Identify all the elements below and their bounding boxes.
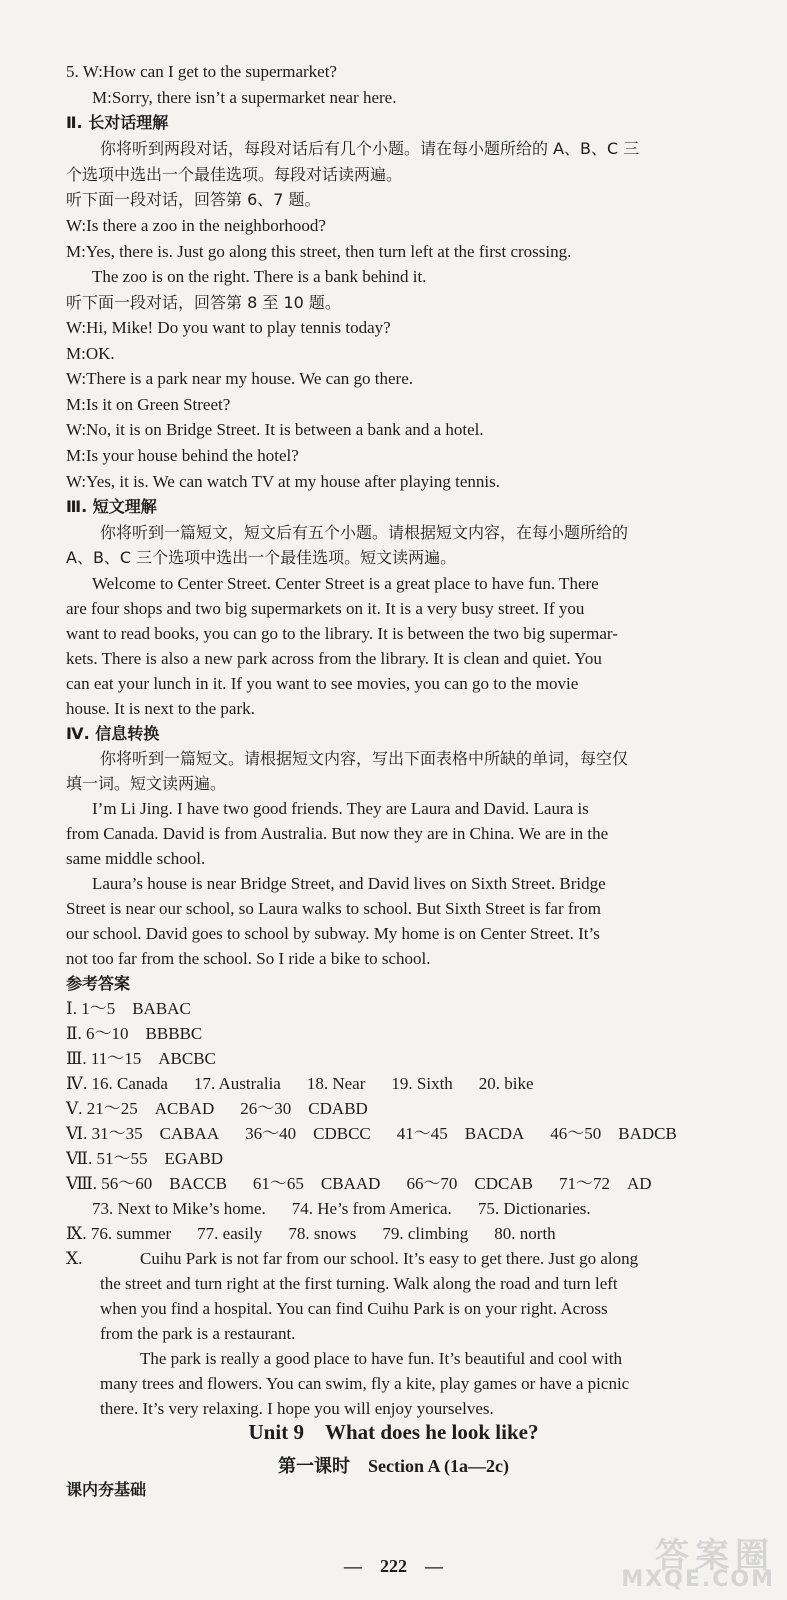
section-title: 第一课时 Section A (1a—2c) (278, 1456, 509, 1476)
answer-item: 18. Near (306, 1074, 366, 1093)
answer-item: Ⅰ. 1～5 BABAC (66, 999, 191, 1018)
passage-line: house. It is next to the park. (66, 699, 255, 718)
answer-item: 80. north (494, 1224, 556, 1243)
answer-item: Ⅵ. 31～35 CABAA (66, 1124, 220, 1143)
part2-heading: Ⅱ. 长对话理解 (66, 113, 169, 132)
passage-line: can eat your lunch in it. If you want to see movies, you can go to the movie (66, 674, 579, 693)
answer-item: Ⅱ. 6～10 BBBBC (66, 1024, 203, 1043)
dialogue2-line: W:Hi, Mike! Do you want to play tennis today? (66, 318, 391, 337)
answer-row (66, 1074, 560, 1094)
dialogue1-intro: 听下面一段对话，回答第 6、7 题。 (66, 190, 321, 209)
dialogue2-intro: 听下面一段对话，回答第 8 至 10 题。 (66, 293, 341, 312)
passage-line: want to read books, you can go to the library. It is between the two big supermar- (66, 624, 618, 643)
part2-instruction-2: 个选项中选出一个最佳选项。每段对话读两遍。 (66, 165, 403, 184)
q5-line-w: 5. W:How can I get to the supermarket? (66, 62, 337, 81)
passage-line: not too far from the school. So I ride a bike to school. (66, 949, 431, 968)
passage-line: kets. There is also a new park across from the library. It is clean and quiet. You (66, 649, 602, 668)
essay-line: Cuihu Park is not far from our school. It’s easy to get there. Just go along (140, 1249, 639, 1268)
answer-item: Ⅳ. 16. Canada (66, 1074, 168, 1093)
basics-heading: 课内夯基础 (66, 1480, 147, 1499)
essay-line: there. It’s very relaxing. I hope you will enjoy yourselves. (100, 1399, 494, 1418)
part4-heading: Ⅳ. 信息转换 (66, 724, 160, 743)
essay-line: many trees and flowers. You can swim, fly a kite, play games or have a picnic (100, 1374, 630, 1393)
answer-row (66, 1124, 703, 1144)
answer-item: 79. climbing (382, 1224, 469, 1243)
dialogue1-line: The zoo is on the right. There is a bank behind it. (92, 267, 427, 286)
unit-title: Unit 9 What does he look like? (248, 1420, 539, 1444)
essay-line: when you find a hospital. You can find Cuihu Park is on your right. Across (100, 1299, 608, 1318)
passage-line: Welcome to Center Street. Center Street is a great place to have fun. There (92, 574, 599, 593)
dialogue2-line: W:There is a park near my house. We can go there. (66, 369, 413, 388)
watermark-logo (621, 1536, 775, 1592)
answer-row (66, 1049, 242, 1069)
passage-line: same middle school. (66, 849, 206, 868)
dialogue2-line: W:No, it is on Bridge Street. It is between a bank and a hotel. (66, 420, 484, 439)
dialogue2-line: M:Is your house behind the hotel? (66, 446, 299, 465)
essay-label: Ⅹ. (66, 1249, 83, 1268)
part4-instruction-2: 填一词。短文读两遍。 (66, 774, 227, 793)
answer-item: 77. easily (197, 1224, 263, 1243)
passage-line: Street is near our school, so Laura walks to school. But Sixth Street is far from (66, 899, 601, 918)
answer-item: 17. Australia (193, 1074, 281, 1093)
answer-item: 66～70 CDCAB (406, 1174, 534, 1193)
passage-line: are four shops and two big supermarkets on it. It is a very busy street. If you (66, 599, 585, 618)
answer-item: 46～50 BADCB (550, 1124, 677, 1143)
answer-item: 78. snows (288, 1224, 357, 1243)
part3-heading: Ⅲ. 短文理解 (66, 497, 157, 516)
dialogue2-line: M:OK. (66, 344, 115, 363)
part2-instruction-1: 你将听到两段对话，每段对话后有几个小题。请在每小题所给的 A、B、C 三 (100, 139, 640, 158)
watermark-text: 答案圈 (655, 1536, 775, 1576)
answer-item: Ⅴ. 21～25 ACBAD (66, 1099, 215, 1118)
page-number: — 222 — (344, 1556, 443, 1576)
answer-item: 61～65 CBAAD (252, 1174, 381, 1193)
passage-line: from Canada. David is from Australia. But now they are in China. We are in the (66, 824, 609, 843)
essay-line: the street and turn right at the first turning. Walk along the road and turn left (100, 1274, 618, 1293)
answers-heading: 参考答案 (66, 974, 131, 993)
dialogue1-line: W:Is there a zoo in the neighborhood? (66, 216, 326, 235)
answer-item: 74. He’s from America. (291, 1199, 452, 1218)
answer-item: 73. Next to Mike’s home. (92, 1199, 266, 1218)
part3-instruction-2: A、B、C 三个选项中选出一个最佳选项。短文读两遍。 (66, 548, 457, 567)
part4-instruction-1: 你将听到一篇短文。请根据短文内容，写出下面表格中所缺的单词，每空仅 (100, 749, 629, 768)
answer-item: 20. bike (478, 1074, 534, 1093)
essay-line: from the park is a restaurant. (100, 1324, 296, 1343)
answer-item: 71～72 AD (559, 1174, 652, 1193)
answer-row (66, 999, 217, 1019)
answer-row (92, 1199, 617, 1219)
watermark-url: MXQE.COM (621, 1567, 775, 1592)
dialogue1-line: M:Yes, there is. Just go along this street, then turn left at the first crossing. (66, 242, 572, 261)
answer-item: 41～45 BACDA (396, 1124, 525, 1143)
dialogue2-line: W:Yes, it is. We can watch TV at my house after playing tennis. (66, 472, 500, 491)
passage-line: Laura’s house is near Bridge Street, and David lives on Sixth Street. Bridge (92, 874, 606, 893)
answer-row (66, 1174, 678, 1194)
answer-item: 75. Dictionaries. (477, 1199, 591, 1218)
answer-item: Ⅲ. 11～15 ABCBC (66, 1049, 216, 1068)
answer-item: Ⅸ. 76. summer (66, 1224, 172, 1243)
answer-row (66, 1099, 394, 1119)
answer-item: 26～30 CDABD (240, 1099, 368, 1118)
answer-item: 19. Sixth (391, 1074, 453, 1093)
essay-line: The park is really a good place to have fun. It’s beautiful and cool with (140, 1349, 622, 1368)
part3-instruction-1: 你将听到一篇短文，短文后有五个小题。请根据短文内容，在每小题所给的 (100, 523, 629, 542)
answer-row (66, 1024, 228, 1044)
answer-item: Ⅷ. 56～60 BACCB (66, 1174, 227, 1193)
answer-row (66, 1224, 582, 1244)
passage-line: I’m Li Jing. I have two good friends. They are Laura and David. Laura is (92, 799, 589, 818)
answer-row (66, 1149, 249, 1169)
passage-line: our school. David goes to school by subway. My home is on Center Street. It’s (66, 924, 600, 943)
q5-line-m: M:Sorry, there isn’t a supermarket near here. (92, 88, 397, 107)
dialogue2-line: M:Is it on Green Street? (66, 395, 231, 414)
answer-item: 36～40 CDBCC (245, 1124, 371, 1143)
answer-item: Ⅶ. 51～55 EGABD (66, 1149, 223, 1168)
